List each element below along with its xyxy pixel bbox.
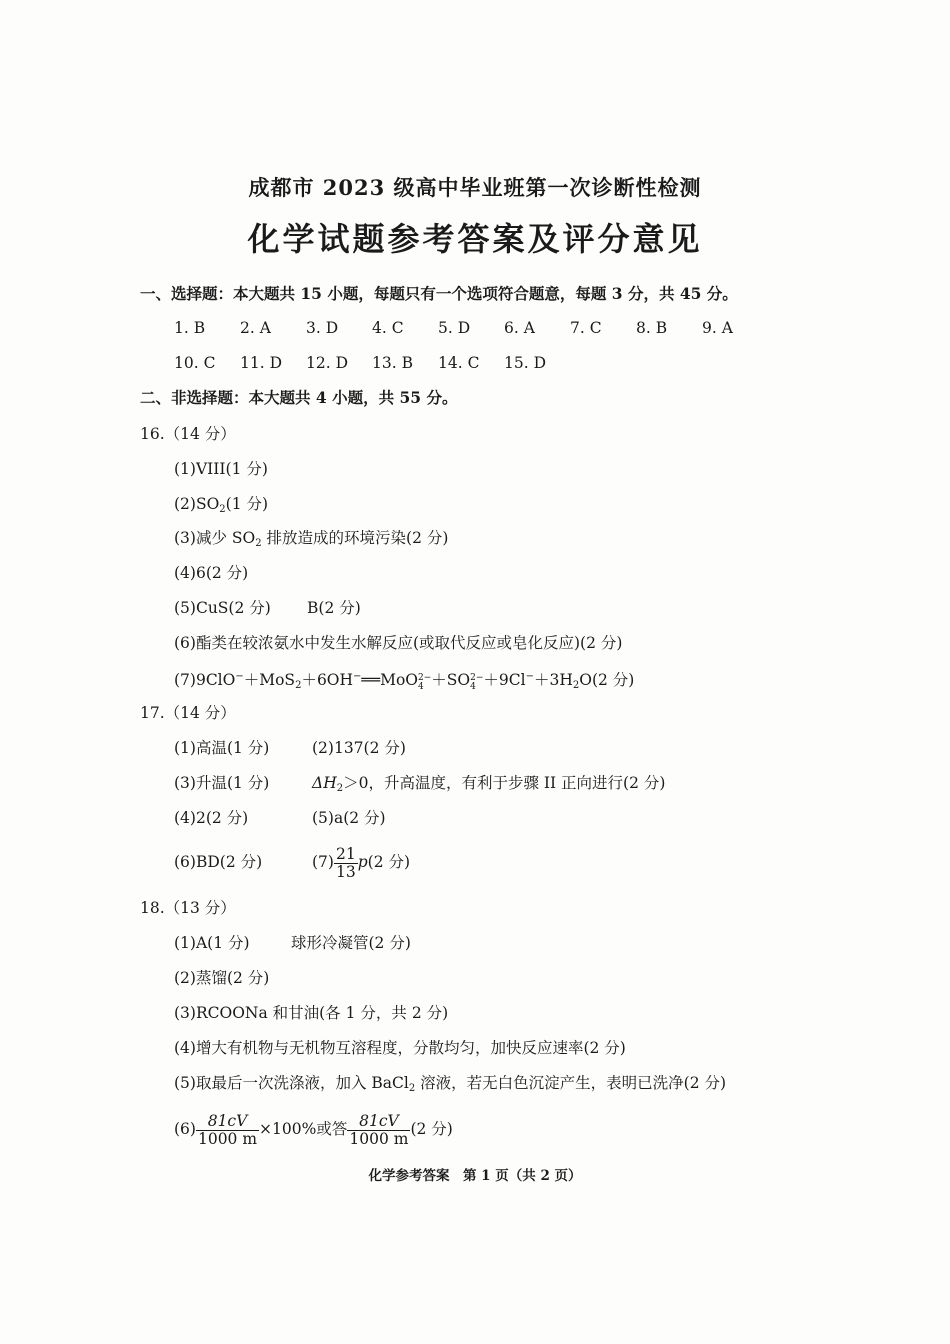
text: (5)取最后一次洗涤液，加入 BaCl	[174, 1074, 409, 1092]
choice-answer: 9. A	[702, 319, 733, 337]
text: ΔH	[312, 774, 337, 792]
variable: p	[357, 853, 368, 871]
text: (3)升温(1 分)	[174, 774, 270, 792]
text: ＋6OH	[301, 671, 354, 689]
q17-answer-4-5	[174, 808, 386, 828]
charge-index	[418, 674, 431, 692]
choice-answer: 6. A	[504, 319, 535, 337]
text: ＋MoS	[243, 671, 296, 689]
q18-answer-4: (4)增大有机物与无机物互溶程度，分散均匀，加快反应速率(2 分)	[174, 1039, 626, 1057]
choice-answer: 3. D	[306, 319, 339, 337]
text: (2 分)	[410, 1120, 453, 1138]
denominator: 1000 m	[349, 1129, 409, 1148]
choice-answer: 7. C	[570, 319, 602, 337]
fraction	[196, 1113, 259, 1148]
choice-answer: 2. A	[240, 319, 271, 337]
superscript: −	[525, 671, 534, 682]
text: 溶液，若无白色沉淀产生，表明已洗净(2 分)	[415, 1074, 727, 1092]
text: (3)减少 SO	[174, 529, 256, 547]
choice-answers-row2	[174, 353, 546, 373]
text: (1)A(1 分)	[174, 934, 250, 952]
superscript: 2−	[418, 673, 432, 683]
denominator: 1000 m	[197, 1129, 258, 1148]
text: ＋SO	[431, 671, 471, 689]
choice-answer: 8. B	[636, 319, 668, 337]
superscript: −	[235, 671, 244, 682]
text: (2)137(2 分)	[312, 739, 406, 757]
q18-answer-2: (2)蒸馏(2 分)	[174, 969, 270, 987]
q18-answer-6	[174, 1110, 453, 1148]
text: (2)SO	[174, 495, 220, 513]
q16-answer-1: (1)VIII(1 分)	[174, 460, 268, 478]
page-footer: 化学参考答案 第 1 页（共 2 页）	[368, 1168, 582, 1184]
numerator: 81cV	[347, 1113, 410, 1131]
text: (2 分)	[367, 853, 411, 871]
text: (5)a(2 分)	[312, 809, 386, 827]
choice-answer: 15. D	[504, 354, 547, 372]
denominator: 13	[335, 862, 356, 881]
text: (4)2(2 分)	[174, 809, 249, 827]
text: 排放造成的环境污染(2 分)	[261, 529, 449, 547]
choice-answer: 5. D	[438, 319, 471, 337]
choice-answer: 11. D	[240, 354, 283, 372]
text: ＋9Cl	[483, 671, 526, 689]
subscript: 2	[336, 783, 344, 794]
numerator: 81cV	[196, 1113, 259, 1131]
section2-title: 二、非选择题：本大题共 4 小题，共 55 分。	[140, 388, 458, 407]
subscript: 2	[295, 680, 302, 691]
q18-answer-1	[174, 933, 411, 953]
q18-answer-3: (3)RCOONa 和甘油(各 1 分，共 2 分)	[174, 1004, 449, 1022]
q18-heading: 18.（13 分）	[140, 899, 236, 917]
text: (7)9ClO	[174, 671, 236, 689]
text: (7)	[312, 853, 334, 871]
q17-heading: 17.（14 分）	[140, 704, 236, 722]
choice-answer: 10. C	[174, 354, 216, 372]
fraction	[334, 846, 358, 881]
document-title: 化学试题参考答案及评分意见	[247, 220, 703, 258]
q16-answer-2	[174, 494, 268, 520]
text: (6)	[174, 1120, 196, 1138]
text: ×100%或答	[259, 1120, 348, 1138]
text: (5)CuS(2 分)	[174, 599, 271, 617]
text: (6)BD(2 分)	[174, 853, 263, 871]
superscript: 2−	[470, 673, 484, 683]
q17-answer-3	[174, 773, 665, 799]
choice-answer: 4. C	[372, 319, 404, 337]
q17-answer-6-7	[174, 844, 410, 881]
text: ＞0，升高温度，有利于步骤 II 正向进行(2 分)	[343, 774, 666, 792]
q16-heading: 16.（14 分）	[140, 425, 236, 443]
q16-answer-4: (4)6(2 分)	[174, 564, 249, 582]
choice-answer: 12. D	[306, 354, 349, 372]
choice-answer: 14. C	[438, 354, 480, 372]
fraction	[347, 1113, 410, 1148]
subscript: 2	[255, 538, 262, 549]
q16-answer-3	[174, 528, 448, 554]
charge-index	[470, 674, 483, 692]
text: (1)高温(1 分)	[174, 739, 270, 757]
subscript: 2	[219, 504, 226, 515]
section1-title: 一、选择题：本大题共 15 小题，每题只有一个选项符合题意，每题 3 分，共 45 分。	[140, 284, 738, 303]
text: (1 分)	[225, 495, 269, 513]
subscript: 2	[408, 1083, 416, 1094]
q16-answer-6: (6)酯类在较浓氨水中发生水解反应(或取代反应或皂化反应)(2 分)	[174, 634, 623, 652]
text: ＋3H	[533, 671, 573, 689]
choice-answers-row1	[174, 318, 733, 338]
q18-answer-5	[174, 1073, 726, 1099]
numerator: 21	[335, 844, 356, 863]
text: 球形冷凝管(2 分)	[291, 934, 411, 952]
subscript: 4	[418, 682, 424, 692]
q16-answer-5	[174, 598, 361, 618]
text: O(2 分)	[579, 671, 635, 689]
q16-answer-7-equation	[174, 667, 634, 696]
choice-answer: 1. B	[174, 319, 206, 337]
choice-answer: 13. B	[372, 354, 413, 372]
text: ══MoO	[361, 671, 418, 689]
subscript: 2	[572, 680, 580, 691]
q17-answer-1-2	[174, 738, 406, 758]
subscript: 4	[470, 682, 476, 692]
superscript: −	[353, 671, 362, 682]
text: B(2 分)	[307, 599, 361, 617]
exam-title: 成都市 2023 级高中毕业班第一次诊断性检测	[248, 175, 702, 200]
